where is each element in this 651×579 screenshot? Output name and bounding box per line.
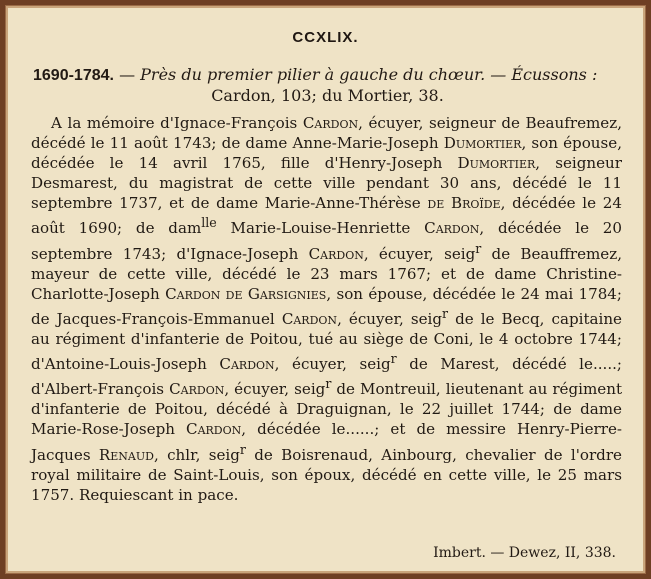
text-segment: de Boisrenaud, Ainbourg, chevalier de l'ordre royal militaire de Saint-Louis, son époux, décédé en cette ville, le 25 mars 1757. Requiescant in pace.	[31, 445, 622, 504]
text-segment: , décédée le......; et de messire Henry-Pierre-Jacques	[31, 420, 622, 464]
surname: de Broïde	[427, 194, 501, 213]
surname: Cardon	[302, 114, 359, 132]
text-segment: , écuyer, seig	[274, 355, 391, 374]
surname: Renaud	[98, 445, 154, 464]
text-segment: A la mémoire d'Ignace-François	[51, 114, 303, 132]
inscription-body	[31, 113, 622, 505]
inscription-paragraph	[31, 113, 622, 505]
surname: Cardon	[424, 219, 480, 238]
text-segment: de Marest, décédé le.....; d'Albert-François	[31, 355, 623, 399]
lead-date: 1690-1784.	[33, 67, 114, 84]
text-segment: , écuyer, seigneur de Beaufremez, décédé le 11 août 1743; de dame Anne-Marie-Joseph	[31, 114, 622, 153]
surname: Cardon	[186, 420, 242, 439]
lead-location: Près du premier pilier à gauche du chœur.	[140, 65, 486, 84]
superscript: r	[325, 376, 332, 392]
text-segment: , son épouse, décédée le 14 avril 1765, fille d'Henry-Joseph	[31, 134, 622, 173]
page-heading: CCXLIX.	[292, 29, 359, 46]
superscript: r	[442, 305, 449, 321]
text-segment: , décédée le 20 septembre 1743; d'Ignace-Joseph	[31, 219, 622, 263]
superscript: r	[239, 441, 246, 457]
text-segment: , écuyer, seig	[337, 309, 443, 328]
surname: Cardon	[308, 244, 364, 263]
text-segment: de le Becq, capitaine au régiment d'infanterie de Poitou, tué au siège de Coni, le 4 octobre 1744; d'Antoine-Louis-Joseph	[31, 309, 622, 374]
lead-dash: —	[119, 65, 136, 84]
surname: Cardon	[281, 309, 338, 328]
text-segment: , décédée le 24 août 1690; de dam	[31, 194, 622, 238]
surname: Cardon	[219, 355, 275, 374]
source-citation: Imbert. — Dewez, II, 338.	[433, 545, 616, 561]
text-segment: , chlr, seig	[153, 445, 240, 464]
text-segment: de Beauffremez, mayeur de cette ville, décédé le 23 mars 1767; et de dame Christine-Charlotte-Joseph	[31, 244, 622, 303]
text-segment: , son épouse, décédée le 24 mai 1784; de Jacques-François-Emmanuel	[31, 284, 622, 328]
text-segment: de Montreuil, lieutenant au régiment d'infanterie de Poitou, décédé à Draguignan, le 22 juillet 1744; de dame Marie-Rose-Joseph	[31, 380, 623, 439]
lead-paragraph	[33, 65, 622, 106]
lead-escussons: — Écussons :	[490, 65, 598, 84]
text-segment: , écuyer, seig	[224, 380, 326, 399]
surname: Cardon de Garsignies	[165, 284, 327, 303]
superscript: lle	[201, 215, 217, 231]
lead-arms: Cardon, 103; du Mortier, 38.	[211, 86, 444, 105]
superscript: r	[390, 351, 397, 367]
text-segment: Marie-Louise-Henriette	[216, 219, 425, 238]
surname: Dumortier	[457, 154, 536, 173]
superscript: r	[475, 240, 482, 256]
surname: Cardon	[169, 380, 225, 399]
text-segment: , écuyer, seig	[363, 244, 476, 263]
text-segment: , seigneur Desmarest, du magistrat de cette ville pendant 30 ans, décédé le 11 septembre 1737, et de dame Marie-Anne-Thérèse	[31, 154, 622, 213]
surname: Dumortier	[443, 134, 522, 153]
